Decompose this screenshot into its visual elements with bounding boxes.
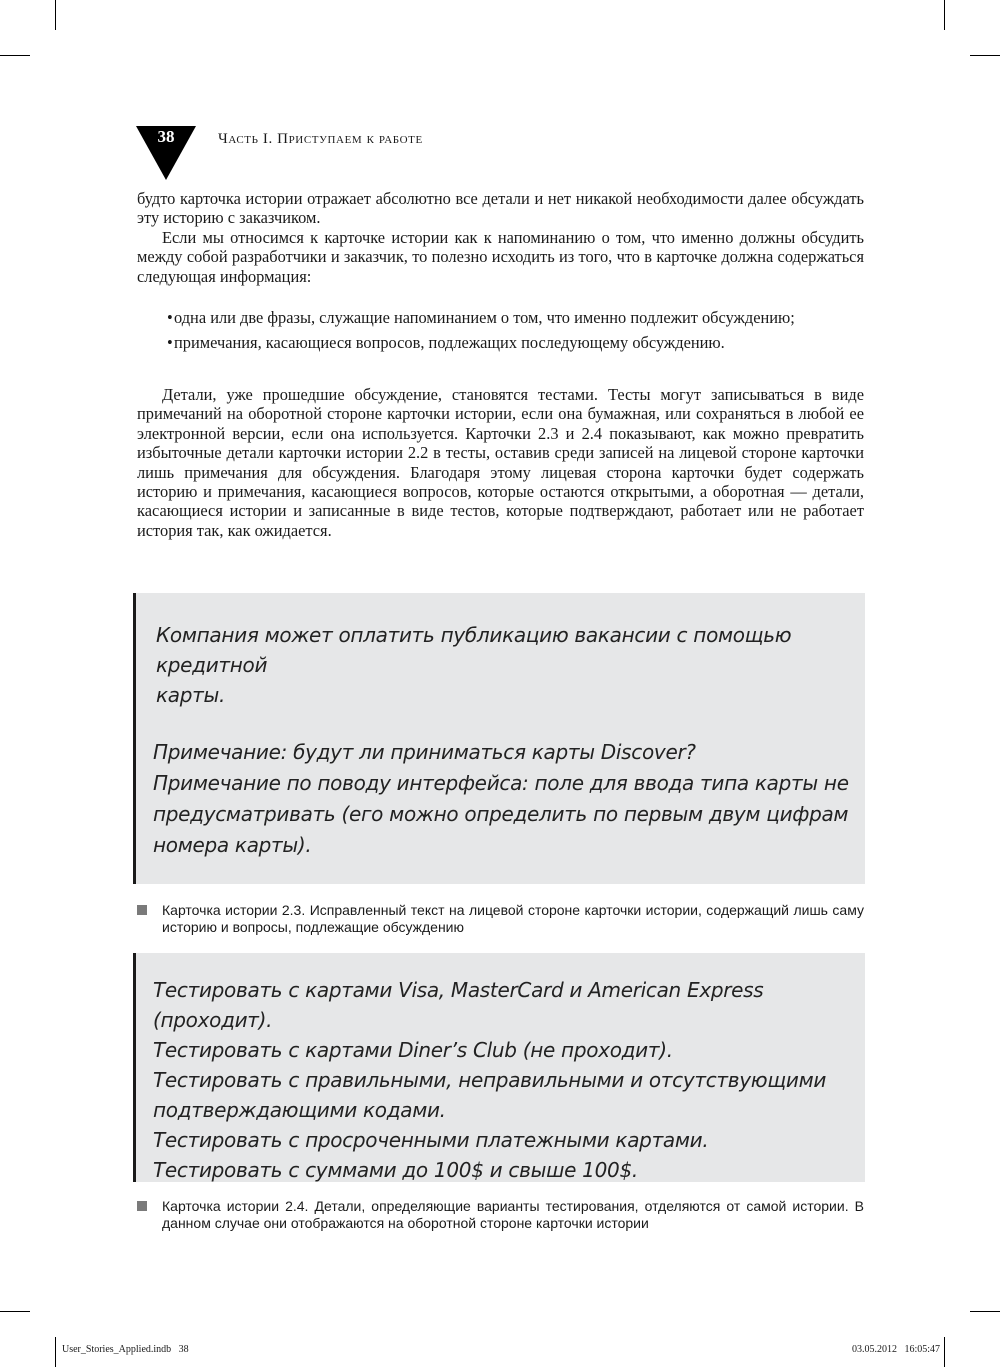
figure-caption — [137, 1198, 864, 1232]
card-line: предусматривать (его можно определить по первым двум цифрам — [153, 802, 849, 826]
crop-mark — [0, 55, 30, 56]
list-item-text: примечания, касающиеся вопросов, подлежащих последующему обсуждению. — [174, 333, 725, 353]
body-text-bottom — [137, 385, 864, 540]
card-line: подтверждающими кодами. — [153, 1098, 446, 1122]
list-item-text: одна или две фразы, служащие напоминанием о том, что именно подлежит обсуждению; — [174, 308, 795, 327]
card-line: Примечание по поводу интерфейса: поле для ввода типа карты не — [153, 771, 849, 795]
card-line: карты. — [156, 683, 226, 707]
paragraph: Детали, уже прошедшие обсуждение, становятся тестами. Тесты могут записываться в виде примечаний на оборотной стороне карточки истории, если она бумажная, или сохраняться в любой ее электронной версии, если она используется. Карточки 2.3 и 2.4 показывают, как можно превратить избыточные детали карточки истории 2.2 в тесты, оставив среди записей на лицевой стороне карточки лишь примечания для обсуждения. Благодаря этому лицевая сторона карточки будет содержать историю и примечания, касающиеся вопросов, которые остаются открытыми, а оборотная — детали, касающиеся истории и записанные в виде тестов, которые подтверждают, работает или не работает история так, как ожидается. — [137, 385, 864, 540]
bullet-icon: • — [167, 333, 173, 353]
story-card-back — [133, 953, 865, 1182]
figure-caption — [137, 902, 864, 936]
card-line: Тестировать с картами Diner’s Club (не проходит). — [153, 1038, 673, 1062]
story-card-front — [133, 593, 865, 884]
list-item — [137, 333, 864, 352]
bullet-list — [137, 308, 864, 359]
crop-mark — [944, 0, 945, 30]
crop-mark — [0, 1311, 30, 1312]
bullet-icon: • — [167, 308, 173, 327]
paragraph: будто карточка истории отражает абсолютно все детали и нет никакой необходимости далее обсуждать эту историю с заказчиком. — [137, 189, 864, 228]
running-head: Часть I. Приступаем к работе — [218, 131, 423, 147]
paragraph: Если мы относимся к карточке истории как к напоминанию о том, что именно должны обсудить между собой разработчики и заказчик, то полезно исходить из того, что в карточке должна содержаться следующая информация: — [137, 227, 864, 286]
crop-mark — [944, 1337, 945, 1367]
crop-mark — [55, 1337, 56, 1367]
card-line: Тестировать с просроченными платежными картами. — [153, 1128, 709, 1152]
card-line: номера карты). — [153, 833, 312, 857]
caption-text: Карточка истории 2.3. Исправленный текст на лицевой стороне карточки истории, содержащий лишь саму историю и вопросы, подлежащие обсуждению — [162, 902, 864, 935]
footer-file-name: User_Stories_Applied.indb 38 — [62, 1344, 189, 1355]
card-tests — [153, 975, 863, 1185]
card-line: Компания может оплатить публикацию вакансии с помощью кредитной — [156, 623, 792, 677]
card-line: Тестировать с картами Visa, MasterCard и American Express (проходит). — [153, 978, 764, 1032]
card-story-text — [156, 620, 846, 710]
caption-marker-icon — [137, 1201, 147, 1211]
card-line: Примечание: будут ли приниматься карты Discover? — [153, 740, 696, 764]
crop-mark — [55, 0, 56, 30]
card-line: Тестировать с суммами до 100$ и свыше 100$. — [153, 1158, 638, 1182]
crop-mark — [970, 1311, 1000, 1312]
page-number: 38 — [157, 127, 175, 146]
footer-timestamp: 03.05.2012 16:05:47 — [851, 1344, 940, 1355]
card-notes — [153, 737, 853, 861]
body-text-top — [137, 189, 864, 286]
caption-marker-icon — [137, 905, 147, 915]
card-line: Тестировать с правильными, неправильными и отсутствующими — [153, 1068, 827, 1092]
crop-mark — [970, 55, 1000, 56]
caption-text: Карточка истории 2.4. Детали, определяющие варианты тестирования, отделяются от самой истории. В данном случае они отображаются на оборотной стороне карточки истории — [162, 1198, 864, 1231]
list-item — [137, 308, 864, 327]
